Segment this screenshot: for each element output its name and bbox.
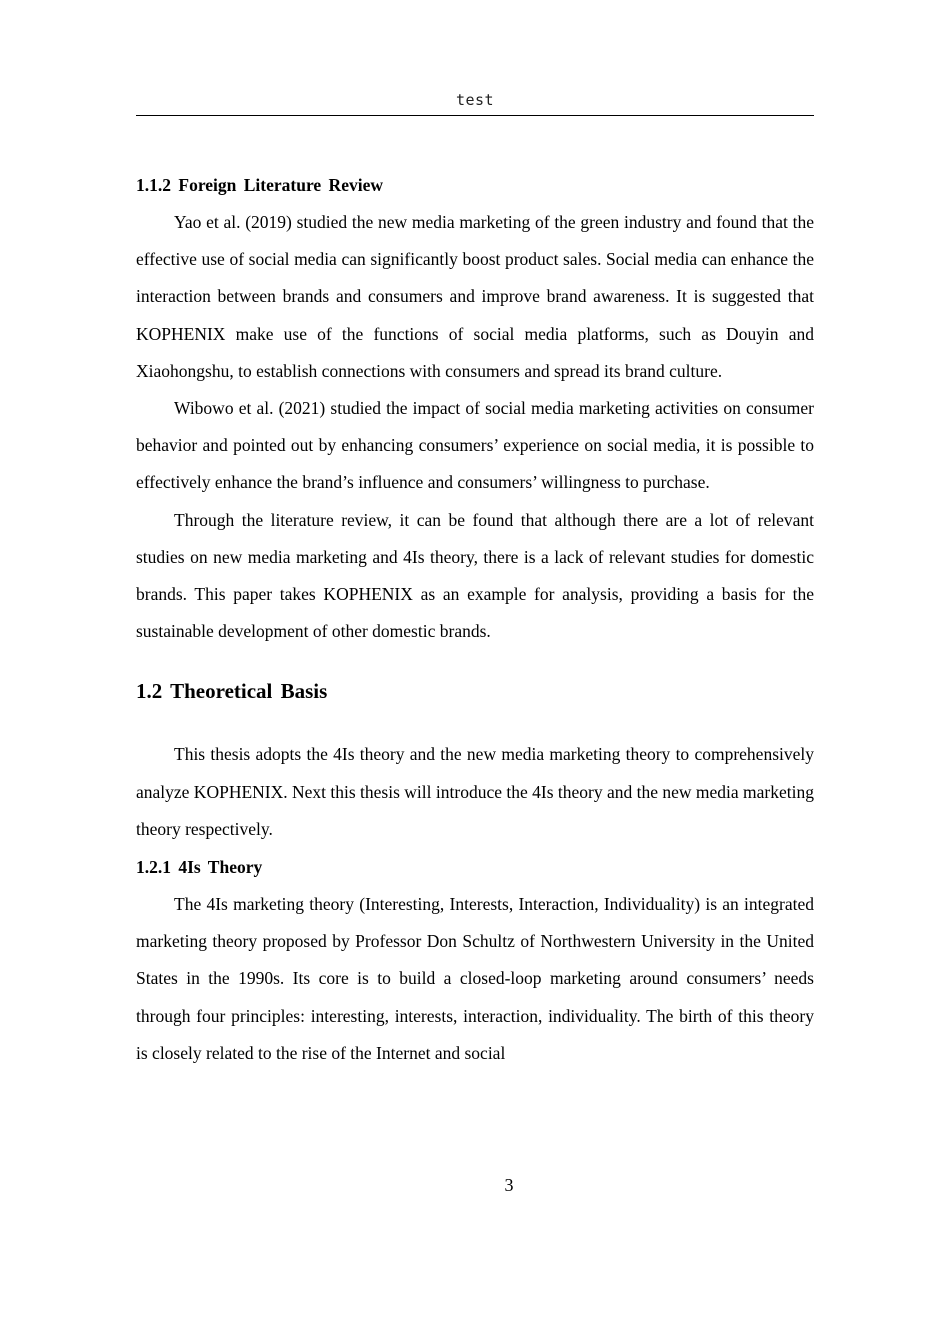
section-heading-4is-theory: 1.2.1 4Is Theory (136, 857, 263, 878)
paragraph: Wibowo et al. (2021) studied the impact of social media marketing activities on consumer behavior and pointed out by enhancing consumers’ experience on social media, it is possible to effectively enhance the brand’s influence and consumers’ willingness to purchase. (136, 398, 814, 493)
paragraph: Through the literature review, it can be found that although there are a lot of relevant studies on new media marketing and 4Is theory, there is a lack of relevant studies for domestic brands. This paper takes KOPHENIX as an example for analysis, providing a basis for the sustainable development of other domestic brands. (136, 509, 814, 642)
page-body (136, 166, 814, 1072)
page-number: 3 (504, 1175, 514, 1195)
paragraph: The 4Is marketing theory (Interesting, Interests, Interaction, Individuality) is an integrated marketing theory proposed by Professor Don Schultz of Northwestern University in the United States in the 1990s. Its core is to build a closed-loop marketing around consumers’ needs through four principles: interesting, interests, interaction, individuality. The birth of this theory is closely related to the rise of the Internet and social (136, 894, 814, 1063)
paragraph: This thesis adopts the 4Is theory and the new media marketing theory to comprehensively analyze KOPHENIX. Next this thesis will introduce the 4Is theory and the new media marketing theory respectively. (136, 744, 814, 839)
header-rule (136, 115, 814, 116)
section-heading-theoretical-basis: 1.2 Theoretical Basis (136, 679, 328, 704)
paragraph: Yao et al. (2019) studied the new media marketing of the green industry and found that the effective use of social media can significantly boost product sales. Social media can enhance the interaction between brands and consumers and improve brand awareness. It is suggested that KOPHENIX make use of the functions of social media platforms, such as Douyin and Xiaohongshu, to establish connections with consumers and spread its brand culture. (136, 212, 814, 381)
section-heading-foreign-literature-review: 1.1.2 Foreign Literature Review (136, 175, 383, 195)
page-header: test (455, 91, 495, 109)
